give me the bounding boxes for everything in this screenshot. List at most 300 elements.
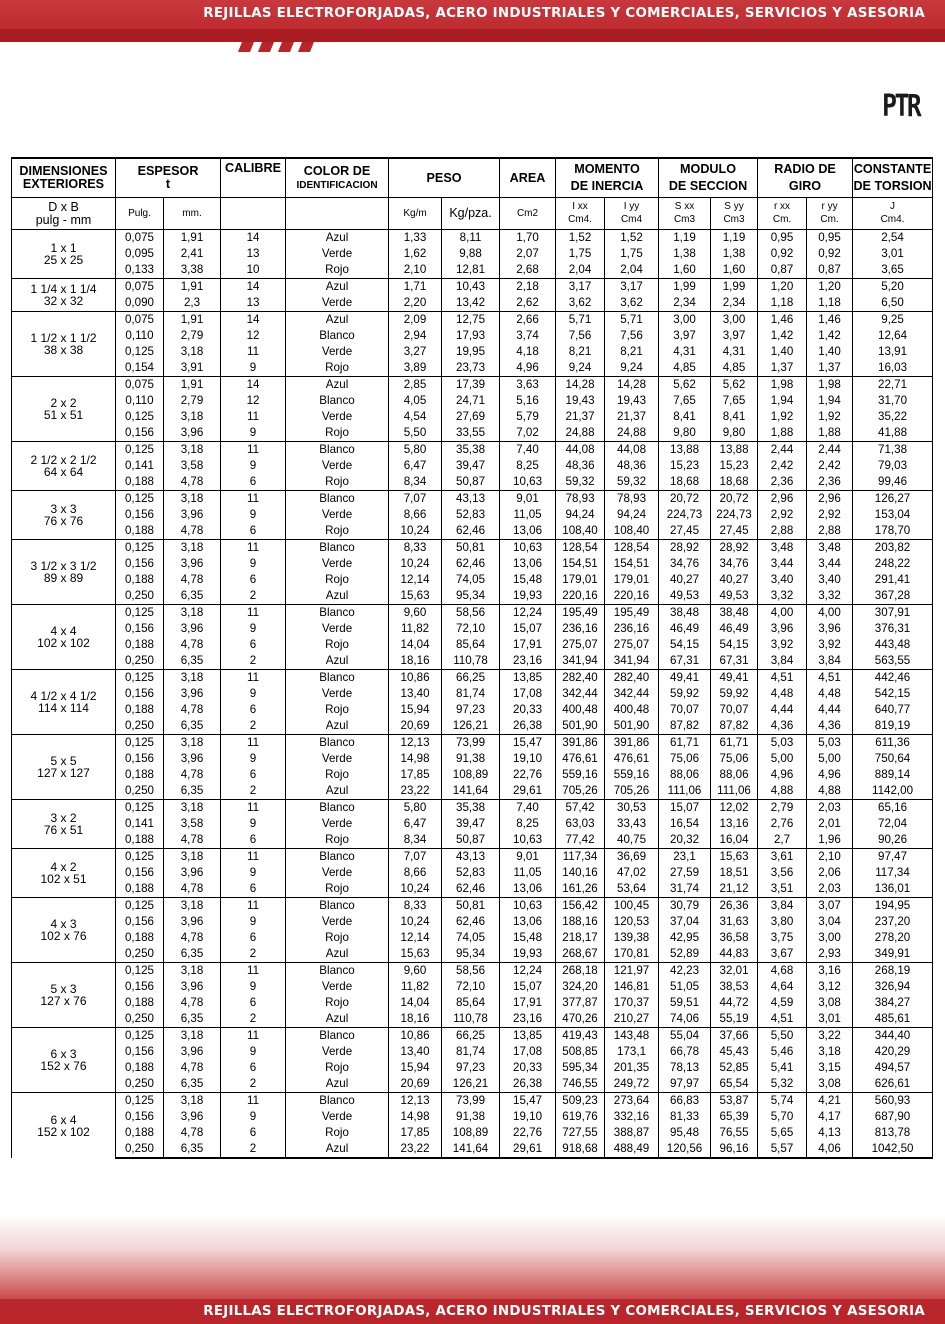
cell-iyy: 170,37 — [605, 995, 659, 1011]
cell-calibre: 2 — [221, 653, 286, 670]
cell-peso-kgpza: 39,47 — [442, 458, 500, 474]
cell-espesor-pulg: 0,250 — [116, 783, 164, 800]
cell-j: 71,38 — [853, 442, 933, 459]
cell-ryy: 2,96 — [807, 491, 853, 508]
cell-color: Rojo — [286, 572, 389, 588]
cell-syy: 15,63 — [711, 849, 758, 866]
cell-calibre: 2 — [221, 946, 286, 963]
cell-syy: 44,83 — [711, 946, 758, 963]
cell-j: 611,36 — [853, 735, 933, 752]
dimension-cell — [12, 540, 116, 605]
table-row — [12, 523, 933, 540]
cell-area: 26,38 — [500, 718, 556, 735]
cell-peso-kgpza: 141,64 — [442, 783, 500, 800]
cell-espesor-mm: 3,18 — [164, 1093, 221, 1110]
cell-color: Azul — [286, 1141, 389, 1158]
cell-color: Verde — [286, 246, 389, 262]
cell-color: Rojo — [286, 930, 389, 946]
cell-sxx: 61,71 — [659, 735, 711, 752]
cell-ryy: 3,12 — [807, 979, 853, 995]
cell-ixx: 268,67 — [556, 946, 605, 963]
cell-j: 307,91 — [853, 605, 933, 622]
cell-iyy: 388,87 — [605, 1125, 659, 1141]
cell-color: Verde — [286, 295, 389, 312]
cell-iyy: 146,81 — [605, 979, 659, 995]
dimension-mm: 152 x 76 — [40, 1059, 87, 1073]
cell-iyy: 1,75 — [605, 246, 659, 262]
cell-syy: 15,23 — [711, 458, 758, 474]
cell-j: 22,71 — [853, 377, 933, 394]
cell-sxx: 1,60 — [659, 262, 711, 279]
cell-espesor-pulg: 0,188 — [116, 1125, 164, 1141]
cell-area: 8,25 — [500, 816, 556, 832]
cell-rxx: 4,51 — [758, 670, 807, 687]
cell-espesor-mm: 3,18 — [164, 963, 221, 980]
dimension-cell — [12, 279, 116, 312]
cell-sxx: 74,06 — [659, 1011, 711, 1028]
cell-sxx: 7,65 — [659, 393, 711, 409]
cell-calibre: 14 — [221, 312, 286, 329]
cell-espesor-pulg: 0,125 — [116, 898, 164, 915]
cell-peso-kgpza: 110,78 — [442, 653, 500, 670]
cell-ixx: 1,52 — [556, 230, 605, 247]
cell-area: 19,93 — [500, 946, 556, 963]
cell-area: 7,40 — [500, 800, 556, 817]
cell-peso-kgm: 2,09 — [389, 312, 442, 329]
cell-rxx: 1,94 — [758, 393, 807, 409]
cell-color: Azul — [286, 783, 389, 800]
cell-peso-kgm: 15,94 — [389, 702, 442, 718]
cell-iyy: 121,97 — [605, 963, 659, 980]
table-row — [12, 1060, 933, 1076]
cell-rxx: 4,44 — [758, 702, 807, 718]
cell-rxx: 3,51 — [758, 881, 807, 898]
cell-sxx: 40,27 — [659, 572, 711, 588]
cell-ryy: 2,03 — [807, 881, 853, 898]
cell-peso-kgpza: 8,11 — [442, 230, 500, 247]
cell-iyy: 59,32 — [605, 474, 659, 491]
dimension-cell — [12, 849, 116, 898]
top-banner-shade — [0, 29, 945, 42]
cell-area: 15,48 — [500, 572, 556, 588]
cell-color: Verde — [286, 621, 389, 637]
cell-peso-kgpza: 39,47 — [442, 816, 500, 832]
cell-color: Blanco — [286, 1028, 389, 1045]
cell-calibre: 6 — [221, 572, 286, 588]
cell-sxx: 16,54 — [659, 816, 711, 832]
cell-calibre: 11 — [221, 1093, 286, 1110]
cell-ryy: 3,08 — [807, 995, 853, 1011]
cell-sxx: 66,78 — [659, 1044, 711, 1060]
cell-espesor-mm: 1,91 — [164, 230, 221, 247]
cell-calibre: 11 — [221, 670, 286, 687]
cell-rxx: 1,98 — [758, 377, 807, 394]
cell-sxx: 49,53 — [659, 588, 711, 605]
cell-j: 640,77 — [853, 702, 933, 718]
cell-espesor-pulg: 0,188 — [116, 637, 164, 653]
cell-ixx: 476,61 — [556, 751, 605, 767]
cell-peso-kgpza: 35,38 — [442, 442, 500, 459]
cell-espesor-mm: 6,35 — [164, 1141, 221, 1158]
cell-calibre: 14 — [221, 377, 286, 394]
cell-peso-kgm: 1,33 — [389, 230, 442, 247]
cell-color: Blanco — [286, 670, 389, 687]
table-row — [12, 1028, 933, 1045]
cell-syy: 8,41 — [711, 409, 758, 425]
cell-syy: 36,58 — [711, 930, 758, 946]
cell-syy: 55,19 — [711, 1011, 758, 1028]
cell-ixx: 3,62 — [556, 295, 605, 312]
cell-iyy: 7,56 — [605, 328, 659, 344]
cell-iyy: 332,16 — [605, 1109, 659, 1125]
cell-syy: 40,27 — [711, 572, 758, 588]
cell-syy: 49,53 — [711, 588, 758, 605]
cell-j: 485,61 — [853, 1011, 933, 1028]
units-pulg: Pulg. — [116, 198, 164, 230]
cell-syy: 76,55 — [711, 1125, 758, 1141]
top-banner — [0, 0, 945, 42]
cell-peso-kgm: 10,86 — [389, 1028, 442, 1045]
cell-color: Blanco — [286, 963, 389, 980]
cell-rxx: 2,42 — [758, 458, 807, 474]
cell-ryy: 3,15 — [807, 1060, 853, 1076]
cell-ixx: 419,43 — [556, 1028, 605, 1045]
cell-sxx: 54,15 — [659, 637, 711, 653]
cell-peso-kgm: 15,94 — [389, 1060, 442, 1076]
cell-ixx: 59,32 — [556, 474, 605, 491]
dimension-inches: 2 x 2 — [50, 396, 77, 410]
cell-area: 2,07 — [500, 246, 556, 262]
cell-j: 813,78 — [853, 1125, 933, 1141]
cell-sxx: 49,41 — [659, 670, 711, 687]
units-kgpza: Kg/pza. — [442, 198, 500, 230]
cell-peso-kgpza: 141,64 — [442, 1141, 500, 1158]
cell-iyy: 275,07 — [605, 637, 659, 653]
cell-j: 3,65 — [853, 262, 933, 279]
cell-ryy: 4,13 — [807, 1125, 853, 1141]
cell-calibre: 9 — [221, 556, 286, 572]
cell-rxx: 4,88 — [758, 783, 807, 800]
cell-syy: 3,00 — [711, 312, 758, 329]
cell-espesor-mm: 3,18 — [164, 409, 221, 425]
cell-iyy: 128,54 — [605, 540, 659, 557]
cell-espesor-pulg: 0,156 — [116, 865, 164, 881]
cell-ixx: 108,40 — [556, 523, 605, 540]
cell-area: 17,08 — [500, 1044, 556, 1060]
cell-j: 626,61 — [853, 1076, 933, 1093]
cell-calibre: 14 — [221, 279, 286, 296]
cell-syy: 1,19 — [711, 230, 758, 247]
cell-espesor-mm: 2,3 — [164, 295, 221, 312]
cell-ryy: 3,04 — [807, 914, 853, 930]
cell-syy: 13,16 — [711, 816, 758, 832]
cell-peso-kgm: 5,50 — [389, 425, 442, 442]
table-row — [12, 572, 933, 588]
cell-color: Azul — [286, 230, 389, 247]
cell-peso-kgm: 14,98 — [389, 751, 442, 767]
cell-sxx: 28,92 — [659, 540, 711, 557]
cell-rxx: 2,92 — [758, 507, 807, 523]
cell-ryy: 1,94 — [807, 393, 853, 409]
dimension-inches: 1 x 1 — [50, 241, 77, 255]
cell-espesor-pulg: 0,156 — [116, 556, 164, 572]
cell-area: 3,63 — [500, 377, 556, 394]
dimension-mm: 152 x 102 — [37, 1124, 90, 1139]
cell-j: 65,16 — [853, 800, 933, 817]
cell-calibre: 2 — [221, 1141, 286, 1158]
cell-syy: 5,62 — [711, 377, 758, 394]
cell-rxx: 4,68 — [758, 963, 807, 980]
cell-ixx: 140,16 — [556, 865, 605, 881]
table-row — [12, 653, 933, 670]
cell-ryy: 3,22 — [807, 1028, 853, 1045]
dimension-inches: 4 x 4 — [50, 624, 77, 638]
cell-espesor-mm: 1,91 — [164, 312, 221, 329]
cell-ixx: 5,71 — [556, 312, 605, 329]
cell-color: Verde — [286, 979, 389, 995]
cell-espesor-pulg: 0,156 — [116, 1109, 164, 1125]
cell-j: 819,19 — [853, 718, 933, 735]
cell-color: Blanco — [286, 540, 389, 557]
cell-peso-kgpza: 19,95 — [442, 344, 500, 360]
cell-color: Verde — [286, 914, 389, 930]
dimension-cell — [12, 670, 116, 735]
col-radio-header: RADIO DE GIRO — [758, 158, 853, 198]
cell-iyy: 179,01 — [605, 572, 659, 588]
cell-syy: 111,06 — [711, 783, 758, 800]
cell-syy: 7,65 — [711, 393, 758, 409]
table-row — [12, 507, 933, 523]
col-peso-header: PESO — [389, 158, 500, 198]
cell-ryy: 0,87 — [807, 262, 853, 279]
cell-espesor-mm: 3,18 — [164, 898, 221, 915]
table-row — [12, 605, 933, 622]
cell-ixx: 705,26 — [556, 783, 605, 800]
cell-peso-kgm: 12,13 — [389, 1093, 442, 1110]
cell-color: Rojo — [286, 881, 389, 898]
cell-sxx: 120,56 — [659, 1141, 711, 1158]
dimension-mm: 89 x 89 — [43, 571, 84, 585]
cell-peso-kgm: 1,62 — [389, 246, 442, 262]
cell-ixx: 508,85 — [556, 1044, 605, 1060]
cell-rxx: 3,56 — [758, 865, 807, 881]
cell-syy: 52,85 — [711, 1060, 758, 1076]
table-row — [12, 246, 933, 262]
cell-syy: 38,53 — [711, 979, 758, 995]
cell-color: Verde — [286, 507, 389, 523]
cell-j: 136,01 — [853, 881, 933, 898]
cell-ixx: 509,23 — [556, 1093, 605, 1110]
dimension-mm: 25 x 25 — [43, 253, 84, 267]
cell-peso-kgpza: 97,23 — [442, 702, 500, 718]
cell-espesor-mm: 3,96 — [164, 621, 221, 637]
cell-espesor-mm: 2,79 — [164, 328, 221, 344]
dimension-mm: 127 x 76 — [40, 994, 87, 1008]
cell-area: 8,25 — [500, 458, 556, 474]
cell-espesor-mm: 3,96 — [164, 1044, 221, 1060]
cell-j: 5,20 — [853, 279, 933, 296]
cell-iyy: 501,90 — [605, 718, 659, 735]
cell-espesor-mm: 3,18 — [164, 800, 221, 817]
cell-j: 268,19 — [853, 963, 933, 980]
cell-ixx: 282,40 — [556, 670, 605, 687]
cell-j: 376,31 — [853, 621, 933, 637]
cell-calibre: 9 — [221, 865, 286, 881]
cell-espesor-pulg: 0,188 — [116, 1060, 164, 1076]
cell-syy: 65,54 — [711, 1076, 758, 1093]
cell-iyy: 33,43 — [605, 816, 659, 832]
cell-syy: 31,63 — [711, 914, 758, 930]
units-rxx: r xx Cm. — [758, 198, 807, 230]
cell-syy: 70,07 — [711, 702, 758, 718]
cell-syy: 54,15 — [711, 637, 758, 653]
cell-j: 889,14 — [853, 767, 933, 783]
cell-ixx: 188,16 — [556, 914, 605, 930]
cell-espesor-mm: 4,78 — [164, 474, 221, 491]
cell-j: 97,47 — [853, 849, 933, 866]
cell-rxx: 4,59 — [758, 995, 807, 1011]
cell-espesor-mm: 3,96 — [164, 751, 221, 767]
cell-peso-kgm: 4,54 — [389, 409, 442, 425]
cell-ixx: 195,49 — [556, 605, 605, 622]
table-row — [12, 865, 933, 881]
cell-area: 9,01 — [500, 491, 556, 508]
cell-syy: 3,97 — [711, 328, 758, 344]
cell-sxx: 15,07 — [659, 800, 711, 817]
cell-calibre: 11 — [221, 409, 286, 425]
cell-area: 9,01 — [500, 849, 556, 866]
cell-iyy: 40,75 — [605, 832, 659, 849]
cell-color: Rojo — [286, 637, 389, 653]
cell-espesor-pulg: 0,154 — [116, 360, 164, 377]
cell-peso-kgm: 12,13 — [389, 735, 442, 752]
col-dimensiones-header: DIMENSIONES EXTERIORES — [12, 158, 116, 198]
cell-rxx: 5,03 — [758, 735, 807, 752]
cell-calibre: 9 — [221, 979, 286, 995]
cell-area: 5,79 — [500, 409, 556, 425]
table-row — [12, 474, 933, 491]
cell-peso-kgpza: 27,69 — [442, 409, 500, 425]
cell-espesor-mm: 3,38 — [164, 262, 221, 279]
cell-color: Verde — [286, 458, 389, 474]
col-area-header: AREA — [500, 158, 556, 198]
dimension-cell — [12, 1093, 116, 1159]
dimension-cell — [12, 491, 116, 540]
cell-calibre: 11 — [221, 963, 286, 980]
table-row — [12, 328, 933, 344]
cell-syy: 18,68 — [711, 474, 758, 491]
dimension-mm: 32 x 32 — [43, 294, 84, 308]
cell-rxx: 3,40 — [758, 572, 807, 588]
cell-rxx: 1,92 — [758, 409, 807, 425]
cell-peso-kgm: 8,66 — [389, 507, 442, 523]
table-row — [12, 409, 933, 425]
cell-espesor-pulg: 0,188 — [116, 930, 164, 946]
cell-j: 384,27 — [853, 995, 933, 1011]
cell-color: Verde — [286, 865, 389, 881]
cell-ryy: 2,36 — [807, 474, 853, 491]
cell-iyy: 19,43 — [605, 393, 659, 409]
table-row — [12, 849, 933, 866]
table-row — [12, 1044, 933, 1060]
dimension-inches: 5 x 3 — [50, 982, 77, 996]
cell-peso-kgpza: 74,05 — [442, 930, 500, 946]
cell-ixx: 746,55 — [556, 1076, 605, 1093]
cell-area: 2,68 — [500, 262, 556, 279]
table-row — [12, 491, 933, 508]
cell-espesor-mm: 3,18 — [164, 670, 221, 687]
cell-ixx: 3,17 — [556, 279, 605, 296]
dimension-cell — [12, 312, 116, 377]
cell-rxx: 0,95 — [758, 230, 807, 247]
dimension-inches: 6 x 3 — [50, 1047, 77, 1061]
table-row — [12, 930, 933, 946]
dimension-cell — [12, 1028, 116, 1093]
cell-j: 31,70 — [853, 393, 933, 409]
cell-peso-kgpza: 126,21 — [442, 1076, 500, 1093]
col-constante-header: CONSTANTE DE TORSION — [853, 158, 933, 198]
dimension-mm: 64 x 64 — [43, 465, 84, 479]
cell-espesor-mm: 3,58 — [164, 816, 221, 832]
cell-sxx: 1,99 — [659, 279, 711, 296]
cell-rxx: 1,46 — [758, 312, 807, 329]
cell-rxx: 5,70 — [758, 1109, 807, 1125]
cell-rxx: 2,96 — [758, 491, 807, 508]
cell-iyy: 30,53 — [605, 800, 659, 817]
cell-ryy: 3,08 — [807, 1076, 853, 1093]
cell-rxx: 4,64 — [758, 979, 807, 995]
cell-j: 291,41 — [853, 572, 933, 588]
table-row — [12, 914, 933, 930]
cell-espesor-mm: 4,78 — [164, 995, 221, 1011]
cell-ryy: 3,48 — [807, 540, 853, 557]
cell-peso-kgm: 14,04 — [389, 995, 442, 1011]
cell-peso-kgm: 8,66 — [389, 865, 442, 881]
cell-calibre: 9 — [221, 621, 286, 637]
units-iyy: I yy Cm4 — [605, 198, 659, 230]
cell-rxx: 3,61 — [758, 849, 807, 866]
cell-sxx: 34,76 — [659, 556, 711, 572]
cell-peso-kgpza: 62,46 — [442, 914, 500, 930]
cell-color: Blanco — [286, 442, 389, 459]
cell-syy: 16,04 — [711, 832, 758, 849]
cell-ixx: 57,42 — [556, 800, 605, 817]
dimension-mm: 51 x 51 — [43, 408, 84, 422]
cell-syy: 2,34 — [711, 295, 758, 312]
cell-peso-kgpza: 108,89 — [442, 767, 500, 783]
cell-ixx: 218,17 — [556, 930, 605, 946]
cell-espesor-pulg: 0,125 — [116, 670, 164, 687]
cell-iyy: 201,35 — [605, 1060, 659, 1076]
cell-iyy: 24,88 — [605, 425, 659, 442]
table-row — [12, 556, 933, 572]
cell-sxx: 30,79 — [659, 898, 711, 915]
cell-ixx: 9,24 — [556, 360, 605, 377]
table-row — [12, 230, 933, 247]
cell-sxx: 4,85 — [659, 360, 711, 377]
cell-color: Azul — [286, 377, 389, 394]
cell-espesor-mm: 4,78 — [164, 523, 221, 540]
cell-iyy: 94,24 — [605, 507, 659, 523]
cell-espesor-pulg: 0,125 — [116, 800, 164, 817]
cell-espesor-mm: 6,35 — [164, 588, 221, 605]
dimension-mm: 127 x 127 — [37, 766, 90, 780]
cell-calibre: 10 — [221, 262, 286, 279]
cell-espesor-pulg: 0,156 — [116, 1044, 164, 1060]
cell-espesor-pulg: 0,125 — [116, 735, 164, 752]
cell-peso-kgm: 2,20 — [389, 295, 442, 312]
table-row — [12, 898, 933, 915]
